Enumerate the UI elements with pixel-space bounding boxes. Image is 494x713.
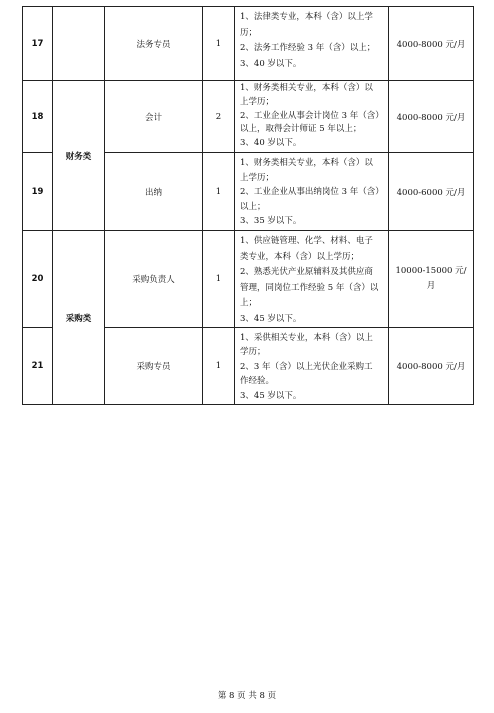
position-name: 采购专员: [105, 328, 203, 405]
headcount: 1: [203, 231, 235, 328]
row-number: 18: [23, 81, 53, 153]
position-name: 法务专员: [105, 7, 203, 81]
requirement-line: 1、法律类专业，本科（含）以上学: [240, 12, 373, 22]
requirement-line: 1、财务类相关专业，本科（含）以: [240, 83, 373, 93]
requirements-cell: [235, 231, 389, 328]
requirement-line: 上学历；: [240, 172, 275, 183]
table-row: [23, 7, 474, 81]
position-name: 出纳: [105, 153, 203, 231]
requirement-line: 管理，同岗位工作经验 5 年（含）以: [240, 282, 379, 293]
category-finance: 财务类: [53, 81, 105, 231]
requirements-cell: [235, 328, 389, 405]
requirement-line: 类专业，本科（含）以上学历；: [240, 251, 360, 262]
requirement-line: 2、熟悉光伏产业原辅料及其供应商: [240, 267, 373, 277]
page-footer: 第 8 页 共 8 页: [217, 691, 277, 701]
requirement-line: 上学历；: [240, 96, 275, 107]
requirements-cell: [235, 153, 389, 231]
requirements-cell: [235, 7, 389, 81]
salary: 4000-8000 元/月: [389, 81, 474, 153]
requirement-line: 3、35 岁以下。: [240, 216, 302, 227]
headcount: 2: [203, 81, 235, 153]
salary-line: 10000-15000 元/: [395, 266, 467, 276]
table-row: [23, 231, 474, 328]
requirement-line: 以上，取得会计师证 5 年以上；: [240, 124, 362, 135]
row-number: 19: [23, 153, 53, 231]
requirement-line: 2、3 年（含）以上光伏企业采购工: [240, 361, 373, 372]
headcount: 1: [203, 153, 235, 231]
requirement-line: 3、40 岁以下。: [240, 138, 302, 149]
position-name: 会计: [105, 81, 203, 153]
row-number: 20: [23, 231, 53, 328]
salary: 4000-8000 元/月: [389, 7, 474, 81]
category-cell-empty: [53, 7, 105, 81]
requirement-line: 1、供应链管理、化学、材料、电子: [240, 236, 373, 246]
requirement-line: 3、40 岁以下。: [240, 58, 302, 69]
salary-line: 月: [426, 281, 436, 291]
salary: 4000-6000 元/月: [389, 153, 474, 231]
requirement-line: 3、45 岁以下。: [240, 390, 302, 401]
requirement-line: 以上；: [240, 201, 266, 212]
requirement-line: 2、工业企业从事出纳岗位 3 年（含）: [240, 187, 384, 198]
headcount: 1: [203, 7, 235, 81]
requirement-line: 1、财务类相关专业，本科（含）以: [240, 158, 373, 168]
headcount: 1: [203, 328, 235, 405]
requirement-line: 作经验。: [240, 376, 275, 387]
position-name: 采购负责人: [105, 231, 203, 328]
requirement-line: 1、采供相关专业，本科（含）以上: [240, 333, 373, 343]
salary: [389, 231, 474, 328]
requirement-line: 3、45 岁以下。: [240, 313, 302, 324]
row-number: 17: [23, 7, 53, 81]
requirement-line: 2、工业企业从事会计岗位 3 年（含）: [240, 110, 384, 121]
table-row: [23, 81, 474, 153]
requirements-cell: [235, 81, 389, 153]
requirement-line: 上；: [240, 298, 258, 308]
requirement-line: 历；: [240, 27, 258, 38]
row-number: 21: [23, 328, 53, 405]
requirement-line: 2、法务工作经验 3 年（含）以上；: [240, 43, 376, 53]
requirement-line: 学历；: [240, 347, 266, 358]
salary: 4000-8000 元/月: [389, 328, 474, 405]
category-procurement: 采购类: [53, 231, 105, 405]
recruitment-table: [22, 6, 474, 405]
